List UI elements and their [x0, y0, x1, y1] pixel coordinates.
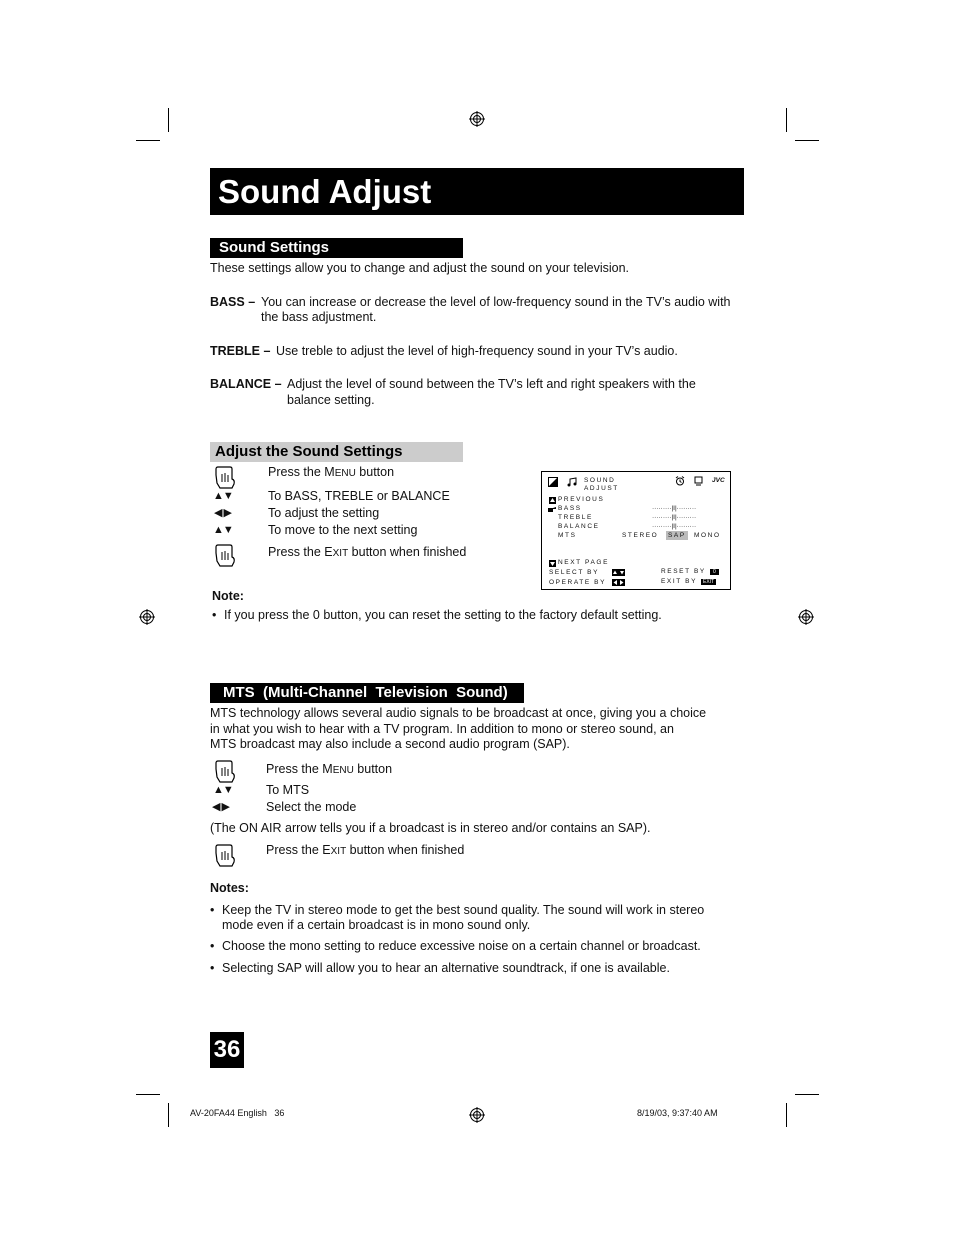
sound-settings-heading: Sound Settings	[210, 238, 463, 258]
mts-note: Choose the mono setting to reduce excessive noise on a certain channel or broadcast.	[222, 939, 701, 953]
osd-select-by: SELECT BY	[549, 569, 600, 576]
crop-mark	[136, 1094, 160, 1095]
bullet: •	[210, 939, 215, 953]
hand-press-icon	[213, 843, 237, 867]
osd-treble: TREBLE	[558, 514, 593, 521]
music-note-icon	[567, 477, 577, 487]
osd-exit-key: EXIT	[703, 579, 715, 585]
crop-mark	[136, 140, 160, 141]
mts-step-select: To MTS	[266, 783, 310, 797]
adjust-step-next: To move to the next setting	[268, 523, 418, 537]
hand-press-icon	[213, 759, 237, 783]
up-down-arrow-icon: ▲▼	[213, 784, 233, 796]
adjust-heading: Adjust the Sound Settings	[210, 442, 463, 462]
registration-mark-icon	[139, 609, 155, 625]
osd-mts: MTS	[558, 532, 577, 539]
left-right-arrow-icon: ◀ ▶	[214, 507, 231, 519]
step-text: Press the M	[266, 762, 333, 776]
step-text: button when finished	[346, 843, 465, 857]
osd-title: ADJUST	[584, 485, 619, 492]
crop-mark	[786, 1103, 787, 1127]
clock-icon	[675, 476, 685, 486]
mts-note: mode even if a certain broadcast is in mono sound only.	[222, 918, 531, 932]
osd-reset-key: 0	[710, 569, 719, 575]
mts-step-exit	[266, 843, 464, 859]
hand-press-icon	[213, 465, 237, 489]
osd-exit-by: EXIT BY	[661, 578, 698, 585]
osd-previous: PREVIOUS	[558, 496, 605, 503]
crop-mark	[795, 1094, 819, 1095]
tv-icon	[548, 477, 558, 487]
osd-title: SOUND	[584, 477, 616, 484]
treble-term: TREBLE –	[210, 344, 271, 358]
bass-term: BASS –	[210, 295, 256, 309]
osd-brand-logo: JVC	[712, 477, 725, 484]
mts-note: Keep the TV in stereo mode to get the best sound quality. The sound will work in stereo	[222, 903, 705, 917]
crop-mark	[795, 140, 819, 141]
step-text: button when finished	[348, 545, 467, 559]
adjust-step-adjust: To adjust the setting	[268, 506, 380, 520]
note-text: If you press the 0 button, you can reset the setting to the factory default setting.	[224, 608, 662, 622]
osd-operate-by: OPERATE BY	[549, 579, 607, 586]
note-label: Note:	[212, 589, 244, 603]
osd-sap-selected: SAP	[668, 532, 686, 539]
mts-heading: MTS (Multi-Channel Television Sound)	[210, 683, 524, 703]
step-text: Press the M	[268, 465, 335, 479]
step-text: Press the E	[266, 843, 331, 857]
registration-mark-icon	[469, 111, 485, 127]
left-right-key-icon	[612, 579, 625, 586]
mts-intro: in what you wish to hear with a TV program. In addition to mono or stereo sound, an	[210, 722, 674, 736]
bass-text: You can increase or decrease the level of low-frequency sound in the TV’s audio with	[261, 295, 731, 309]
footer-file-info: AV-20FA44 English 36	[190, 1108, 285, 1118]
step-text: button	[355, 465, 395, 479]
treble-text: Use treble to adjust the level of high-frequency sound in your TV’s audio.	[276, 344, 678, 358]
left-right-arrow-icon: ◀ ▶	[212, 801, 229, 813]
osd-stereo: STEREO	[622, 532, 659, 539]
mts-intro: MTS broadcast may also include a second audio program (SAP).	[210, 737, 570, 751]
adjust-step-exit	[268, 545, 466, 561]
osd-treble-slider: ·········|I|·········	[652, 514, 697, 521]
balance-text: balance setting.	[287, 393, 375, 407]
balance-text: Adjust the level of sound between the TV’s left and right speakers with the	[287, 377, 696, 391]
adjust-step-menu	[268, 465, 394, 481]
mts-note: Selecting SAP will allow you to hear an alternative soundtrack, if one is available.	[222, 961, 670, 975]
bullet: •	[210, 903, 215, 917]
crop-mark	[168, 1103, 169, 1127]
hand-press-icon	[213, 543, 237, 567]
mts-step-mode: Select the mode	[266, 800, 357, 814]
adjust-step-select: To BASS, TREBLE or BALANCE	[268, 489, 450, 503]
up-down-arrow-icon: ▲▼	[213, 490, 233, 502]
registration-mark-icon	[469, 1107, 485, 1123]
osd-balance-slider: ·········|I|·········	[652, 523, 697, 530]
onair-note: (The ON AIR arrow tells you if a broadcast is in stereo and/or contains an SAP).	[210, 821, 651, 835]
page-title: Sound Adjust	[210, 168, 744, 215]
crop-mark	[786, 108, 787, 132]
up-down-arrow-icon: ▲▼	[213, 524, 233, 536]
osd-balance: BALANCE	[558, 523, 600, 530]
step-text: XIT	[330, 846, 347, 857]
osd-bass: BASS	[558, 505, 582, 512]
notes-label: Notes:	[210, 881, 249, 895]
bass-text: the bass adjustment.	[261, 310, 377, 324]
footer-timestamp: 8/19/03, 9:37:40 AM	[637, 1108, 718, 1118]
osd-mono: MONO	[694, 532, 721, 539]
crop-mark	[168, 108, 169, 132]
balance-term: BALANCE –	[210, 377, 282, 391]
tv-lock-icon	[694, 476, 703, 486]
step-text: ENU	[332, 765, 354, 776]
sound-settings-intro: These settings allow you to change and adjust the sound on your television.	[210, 261, 630, 275]
osd-bass-slider: ·········|I|·········	[652, 505, 697, 512]
registration-mark-icon	[798, 609, 814, 625]
osd-reset-by: RESET BY	[661, 568, 706, 575]
mts-step-menu	[266, 762, 392, 778]
page-number: 36	[210, 1032, 244, 1068]
bullet: •	[212, 608, 217, 622]
osd-next-page: NEXT PAGE	[558, 559, 610, 566]
step-text: Press the E	[268, 545, 333, 559]
step-text: ENU	[334, 468, 356, 479]
up-arrow-icon	[549, 497, 556, 504]
step-text: XIT	[332, 548, 349, 559]
bullet: •	[210, 961, 215, 975]
pointer-hand-icon	[548, 506, 556, 513]
mts-intro: MTS technology allows several audio signals to be broadcast at once, giving you a choice	[210, 706, 707, 720]
osd-sound-adjust-screen	[541, 471, 731, 590]
down-arrow-icon	[549, 560, 556, 567]
up-down-key-icon	[612, 569, 625, 576]
step-text: button	[353, 762, 393, 776]
